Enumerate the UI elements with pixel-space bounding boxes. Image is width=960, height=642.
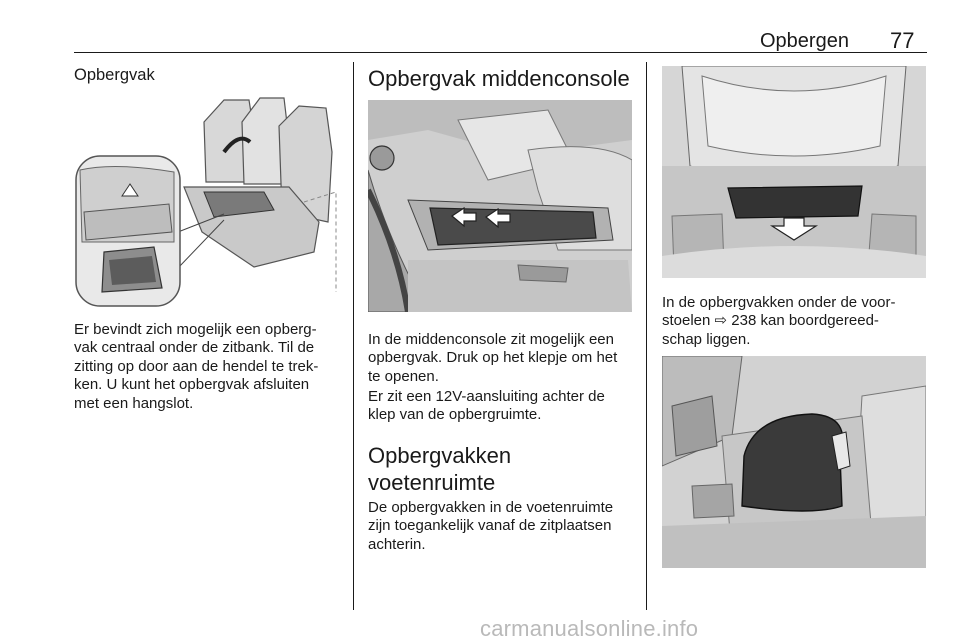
- page-reference-icon[interactable]: ⇨: [714, 312, 728, 330]
- text-line: met een hangslot.: [74, 394, 194, 412]
- text-line: te openen.: [368, 367, 439, 385]
- column-divider-right: [646, 62, 647, 610]
- text-line: zitting op door aan de hendel te trek-: [74, 357, 319, 375]
- middle-body-text-3: [368, 499, 638, 554]
- text-line: vak centraal onder de zitbank. Til de: [74, 339, 315, 357]
- header-divider: [74, 52, 927, 53]
- text-line: zijn toegankelijk vanaf de zitplaatsen: [368, 517, 612, 535]
- text-line: Er bevindt zich mogelijk een opberg-: [74, 321, 317, 338]
- section-heading-opbergvak: Opbergvak: [74, 66, 155, 84]
- text-line: De opbergvakken in de voetenruimte: [368, 499, 614, 516]
- text-line: achterin.: [368, 535, 426, 553]
- heading-line: Opbergvakken: [368, 443, 512, 468]
- left-body-text: [74, 321, 346, 413]
- heading-line: voetenruimte: [368, 470, 496, 495]
- text-line: schap liggen.: [662, 330, 751, 348]
- text-line: ken. U kunt het opbergvak afsluiten: [74, 376, 310, 394]
- figure-center-console: [368, 100, 632, 312]
- text-line: klep van de opbergruimte.: [368, 406, 542, 424]
- text-line: stoelen: [662, 312, 711, 330]
- text-line: 238 kan boordgereed-: [731, 312, 879, 330]
- right-body-text: [662, 294, 932, 349]
- page-title: Opbergen: [760, 30, 849, 52]
- text-line: Er zit een 12V-aansluiting achter de: [368, 388, 605, 405]
- page-number: 77: [890, 28, 915, 53]
- column-divider-left: [353, 62, 354, 610]
- section-heading-middenconsole: Opbergvak middenconsole: [368, 66, 630, 91]
- figure-underseat-storage: [662, 66, 926, 278]
- text-line: opbergvak. Druk op het klepje om het: [368, 349, 618, 367]
- watermark: carmanualsonline.info: [480, 616, 699, 641]
- text-line: In de middenconsole zit mogelijk een: [368, 331, 614, 348]
- figure-bench-storage: [74, 92, 340, 308]
- middle-body-text-2: [368, 388, 638, 425]
- middle-body-text-1: [368, 331, 638, 386]
- figure-footwell-storage: [662, 356, 926, 568]
- section-heading-voetenruimte: [368, 442, 511, 496]
- text-line: In de opbergvakken onder de voor-: [662, 294, 896, 311]
